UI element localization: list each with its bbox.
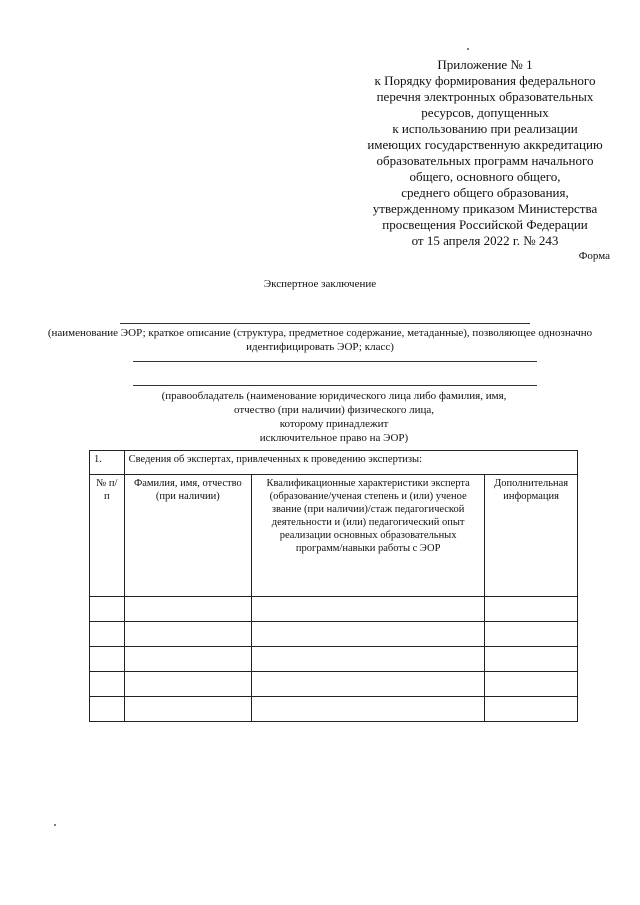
section-title: Сведения об экспертах, привлеченных к проведению экспертизы:: [124, 451, 577, 475]
owner-fill-line: [133, 361, 537, 362]
table-cell[interactable]: [252, 647, 485, 672]
table-cell[interactable]: [90, 622, 125, 647]
appendix-line: образовательных программ начального: [376, 153, 594, 168]
owner-caption-line: (правообладатель (наименование юридического лица либо фамилия, имя,: [161, 390, 507, 402]
eor-fill-line: [120, 323, 530, 324]
table-cell[interactable]: [124, 597, 251, 622]
appendix-line: ресурсов, допущенных: [421, 105, 549, 120]
table-cell[interactable]: [90, 597, 125, 622]
appendix-line: общего, основного общего,: [409, 169, 561, 184]
appendix-line: перечня электронных образовательных: [376, 89, 594, 104]
table-cell[interactable]: [485, 647, 578, 672]
appendix-header: [340, 57, 630, 249]
owner-fill-line: [133, 385, 537, 386]
table-row: [90, 597, 578, 622]
table-cell[interactable]: [124, 697, 251, 722]
eor-caption-line: (наименование ЭОР; краткое описание (структура, предметное содержание, метаданные), позволяющее однозначно: [47, 327, 593, 339]
table-cell[interactable]: [485, 697, 578, 722]
appendix-line: к Порядку формирования федерального: [374, 73, 596, 88]
appendix-line: просвещения Российской Федерации: [382, 217, 588, 232]
table-row: [90, 622, 578, 647]
appendix-line: к использованию при реализации: [392, 121, 578, 136]
owner-caption: [0, 389, 640, 445]
eor-caption: [0, 326, 640, 354]
table-cell[interactable]: [252, 697, 485, 722]
table-cell[interactable]: [124, 647, 251, 672]
table-header-row: [90, 475, 578, 597]
eor-caption-line: идентифицировать ЭОР; класс): [246, 341, 394, 353]
table-cell[interactable]: [90, 647, 125, 672]
table-row: [90, 672, 578, 697]
table-cell[interactable]: [485, 597, 578, 622]
table-cell[interactable]: [124, 622, 251, 647]
appendix-line: утвержденному приказом Министерства: [372, 201, 598, 216]
appendix-line: от 15 апреля 2022 г. № 243: [411, 233, 559, 248]
owner-caption-line: которому принадлежит: [279, 418, 389, 430]
table-cell[interactable]: [252, 622, 485, 647]
table-row: [90, 697, 578, 722]
header-qualification: Квалификационные характеристики эксперта (образование/ученая степень и (или) ученое звание (при наличии)/стаж педагогической деятельности и (или) педагогический опыт реализации основных образовательных программ/навыки работы с ЭОР: [252, 475, 485, 597]
form-label: Форма: [578, 250, 610, 262]
section-number: 1.: [90, 451, 125, 475]
document-title: Экспертное заключение: [263, 278, 377, 290]
table-cell[interactable]: [90, 672, 125, 697]
scan-speck: [467, 48, 469, 50]
table-row: [90, 647, 578, 672]
table-section-row: [90, 451, 578, 475]
appendix-line: Приложение № 1: [437, 57, 533, 72]
table-cell[interactable]: [90, 697, 125, 722]
table-cell[interactable]: [124, 672, 251, 697]
table-cell[interactable]: [252, 597, 485, 622]
header-number: № п/п: [90, 475, 125, 597]
table-cell[interactable]: [485, 622, 578, 647]
scan-speck: [54, 824, 56, 826]
table-cell[interactable]: [485, 672, 578, 697]
appendix-line: среднего общего образования,: [401, 185, 569, 200]
table-cell[interactable]: [252, 672, 485, 697]
experts-table: [89, 450, 578, 722]
header-name: Фамилия, имя, отчество (при наличии): [124, 475, 251, 597]
header-info: Дополнительная информация: [485, 475, 578, 597]
owner-caption-line: отчество (при наличии) физического лица,: [233, 404, 435, 416]
owner-caption-line: исключительное право на ЭОР): [259, 432, 409, 444]
appendix-line: имеющих государственную аккредитацию: [367, 137, 603, 152]
